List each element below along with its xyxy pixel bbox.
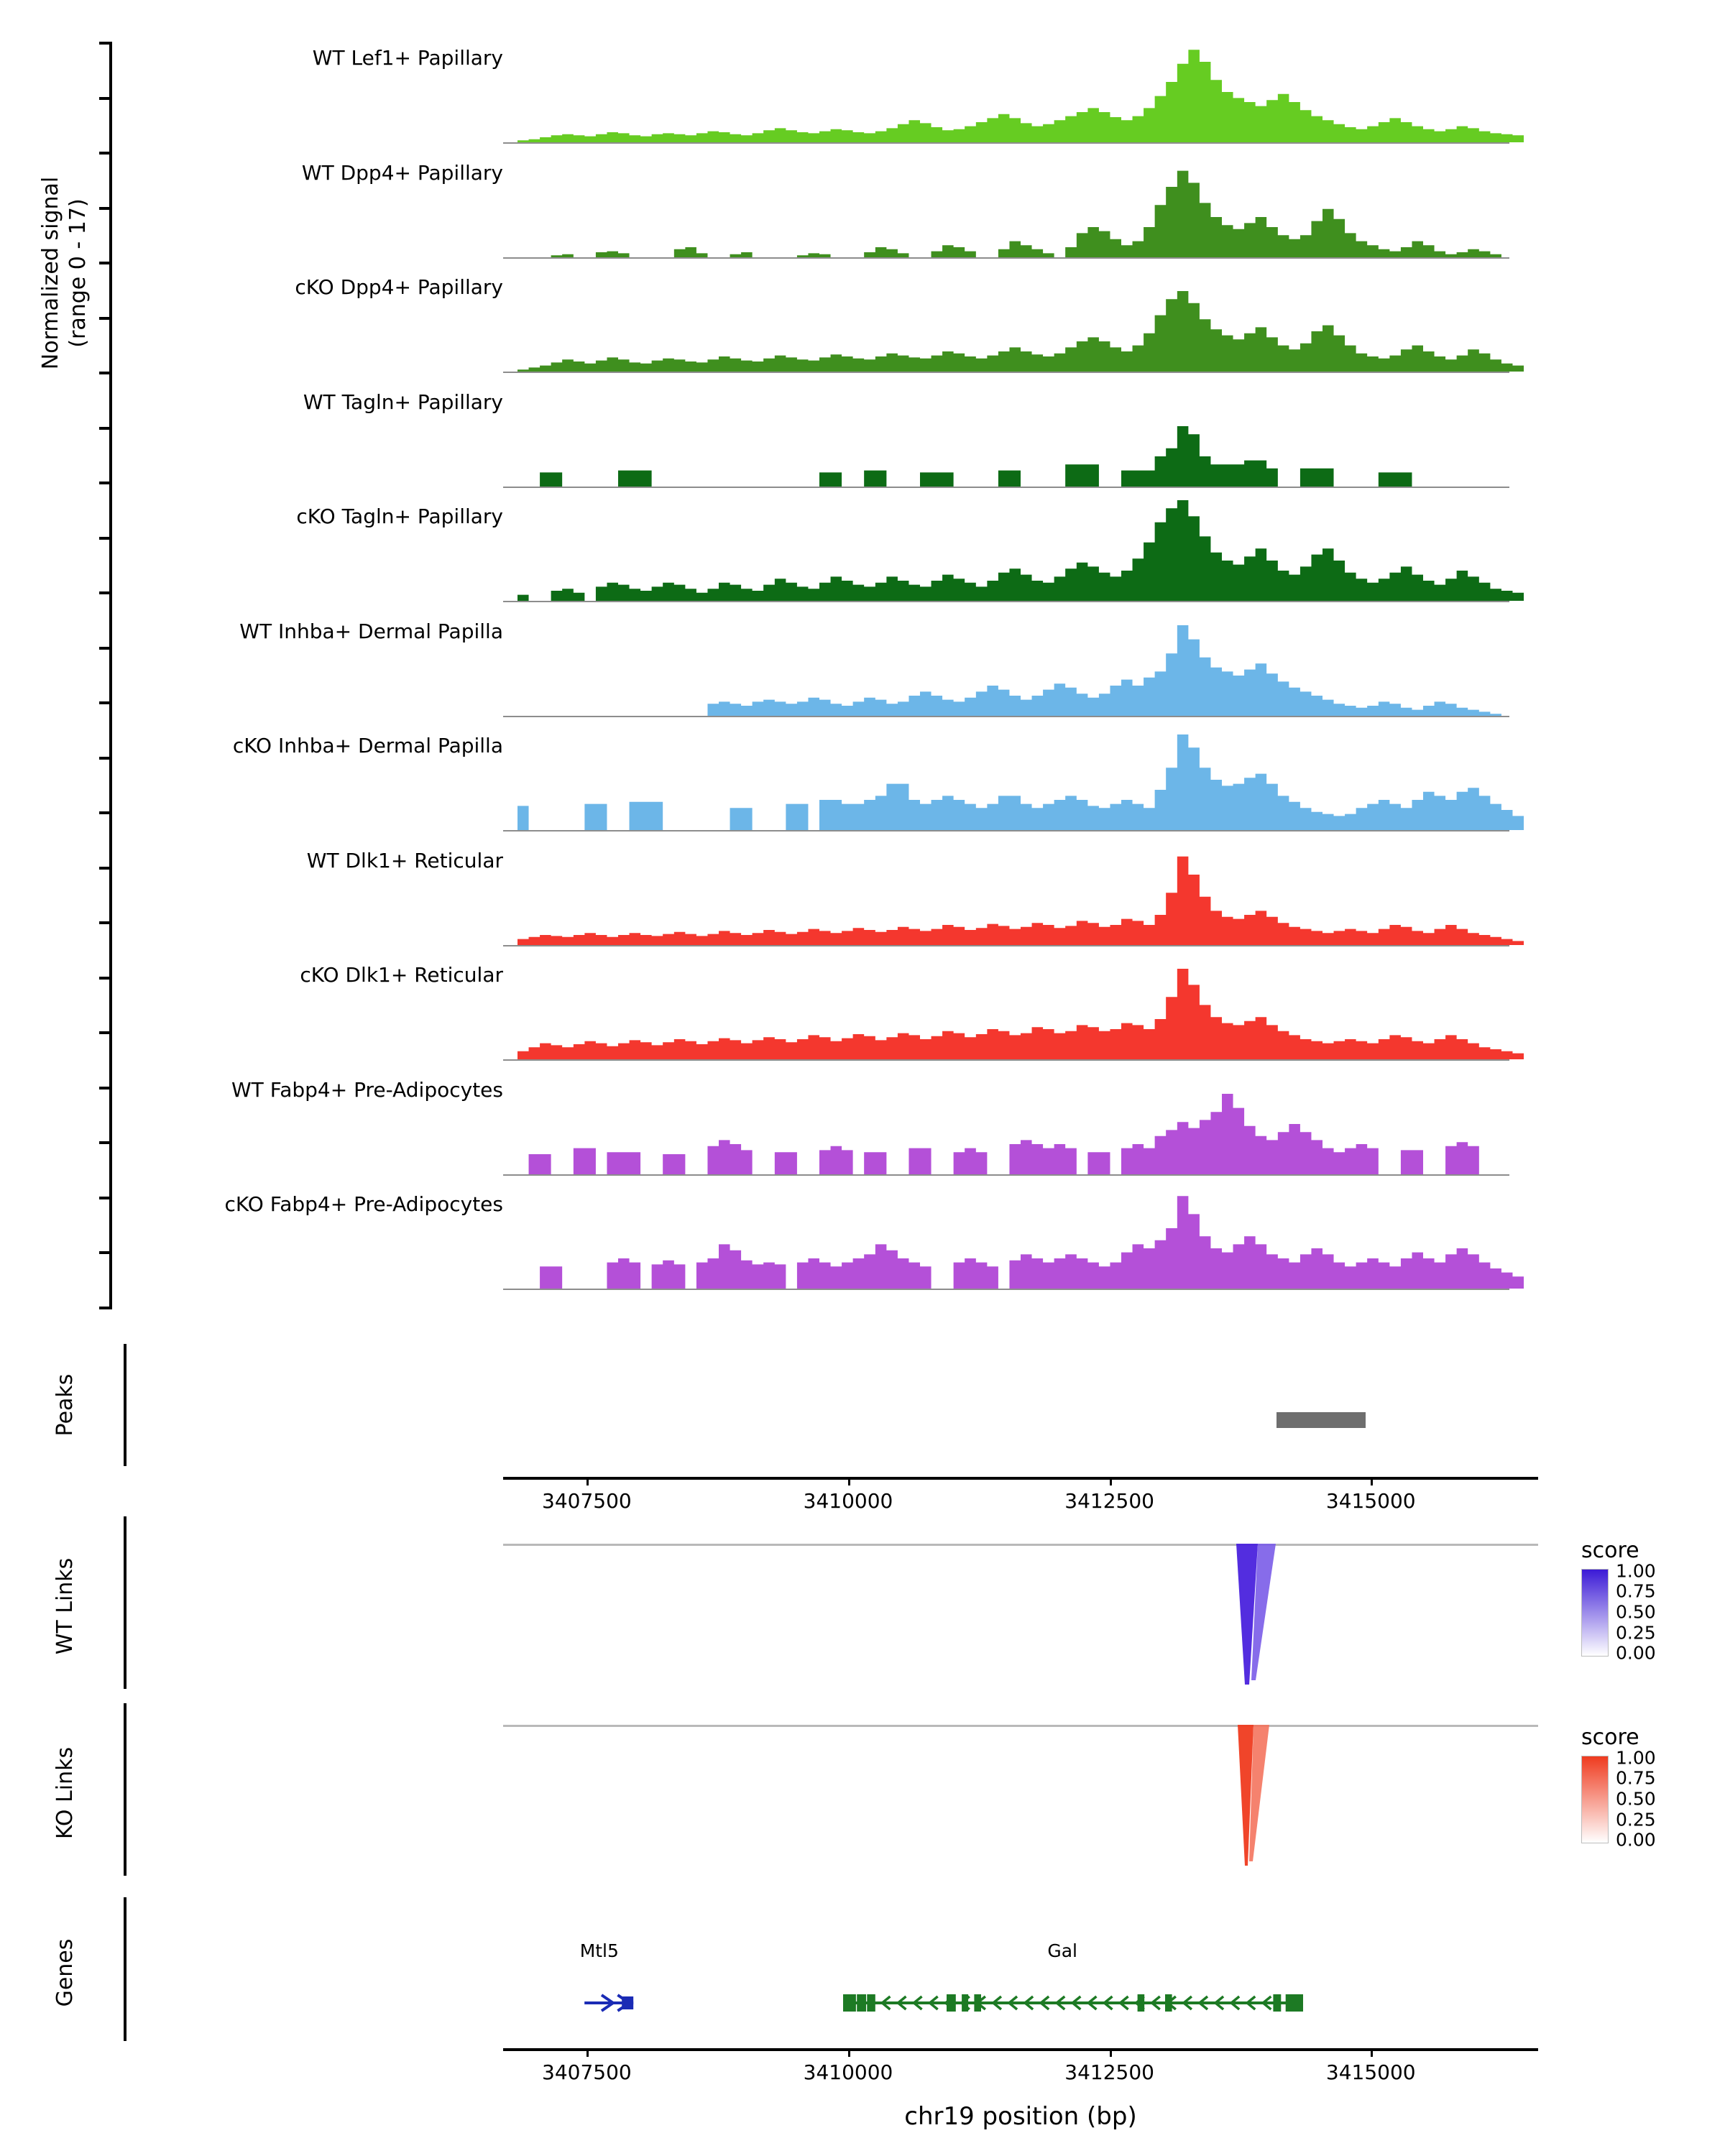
peaks-x-tick-label: 3410000: [803, 1489, 893, 1513]
signal-track-area: [518, 157, 1524, 257]
genes-x-tick: [1371, 2048, 1373, 2057]
wt-links-score-legend: [1581, 1538, 1725, 1664]
wt-legend-title: score: [1581, 1538, 1639, 1563]
signal-track-label: cKO Tagln+ Papillary: [296, 505, 503, 528]
signal-track-label: WT Lef1+ Papillary: [312, 46, 503, 70]
signal-track: [115, 1074, 1596, 1178]
signal-track-label: cKO Dlk1+ Reticular: [300, 963, 503, 987]
peaks-x-tick: [1110, 1477, 1112, 1485]
ko-legend-tick-3: 0.25: [1616, 1809, 1656, 1830]
genes-x-axis-line: [503, 2048, 1538, 2051]
signal-track-baseline: [503, 716, 1509, 717]
signal-track: [115, 157, 1596, 261]
ko-legend-tick-0: 1.00: [1616, 1747, 1656, 1769]
gene-label: Gal: [1047, 1940, 1077, 1961]
signal-track-baseline: [503, 1174, 1509, 1176]
signal-track: [115, 500, 1596, 604]
signal-track-area: [518, 1074, 1524, 1174]
signal-track: [115, 386, 1596, 490]
signal-axis-tick: [99, 262, 112, 264]
signal-track-baseline: [503, 1059, 1509, 1061]
signal-axis-tick: [99, 1197, 112, 1199]
signal-axis-tick: [99, 867, 112, 870]
peaks-x-tick-label: 3407500: [542, 1489, 632, 1513]
signal-track-label: WT Dpp4+ Papillary: [301, 160, 503, 185]
ko-legend-tick-2: 0.50: [1616, 1788, 1656, 1810]
signal-axis-tick: [99, 1031, 112, 1034]
genes-x-tick: [1110, 2048, 1112, 2057]
genes-x-tick-label: 3415000: [1325, 2060, 1416, 2084]
signal-axis-tick: [99, 811, 112, 814]
wt-legend-tick-4: 0.00: [1616, 1642, 1656, 1664]
wt-legend-colorbar: [1581, 1569, 1609, 1657]
signal-track-baseline: [503, 1289, 1509, 1290]
wt-legend-tick-1: 0.75: [1616, 1580, 1656, 1602]
wt-links-panel-label: WT Links: [52, 1557, 78, 1655]
signal-axis-tick: [99, 427, 112, 430]
genes-x-tick-label: 3407500: [542, 2060, 632, 2084]
ko-legend-title: score: [1581, 1725, 1639, 1750]
genes-x-tick: [586, 2048, 589, 2057]
signal-track-area: [518, 959, 1524, 1059]
genes-x-tick-label: 3410000: [803, 2060, 893, 2084]
gene-model: [843, 1991, 1303, 2015]
signal-axis-tick: [99, 372, 112, 374]
signal-track-area: [518, 1188, 1524, 1289]
wt-links-panel-spine: [124, 1516, 126, 1689]
peaks-x-tick: [586, 1477, 589, 1485]
signal-track: [115, 615, 1596, 719]
gene-model: [584, 1991, 633, 2015]
signal-track-label: WT Inhba+ Dermal Papilla: [239, 619, 503, 643]
ko-links-arcs: [503, 1725, 1538, 1869]
ko-legend-tick-1: 0.75: [1616, 1767, 1656, 1789]
signal-track: [115, 844, 1596, 949]
signal-track-label: cKO Dpp4+ Papillary: [295, 275, 503, 299]
wt-legend-tick-0: 1.00: [1616, 1560, 1656, 1582]
signal-track-baseline: [503, 830, 1509, 831]
signal-axis-tick: [99, 317, 112, 320]
signal-panel-spine: [109, 43, 112, 1308]
peak-region: [1276, 1412, 1366, 1428]
genes-panel-label: Genes: [52, 1938, 78, 2007]
signal-track: [115, 42, 1596, 146]
ko-links-panel-label: KO Links: [52, 1746, 78, 1840]
signal-track-label: WT Tagln+ Papillary: [303, 390, 503, 414]
signal-axis-tick: [99, 207, 112, 210]
signal-axis-tick: [99, 647, 112, 650]
signal-axis-tick: [99, 152, 112, 155]
peaks-x-tick-label: 3415000: [1325, 1489, 1416, 1513]
signal-track-label: WT Dlk1+ Reticular: [306, 848, 503, 872]
signal-track: [115, 729, 1596, 834]
peaks-x-tick-label: 3412500: [1064, 1489, 1154, 1513]
wt-legend-ticks: [1616, 1560, 1702, 1664]
signal-track-area: [518, 500, 1524, 601]
signal-track: [115, 1188, 1596, 1292]
signal-axis-tick: [99, 1141, 112, 1144]
y-axis-label-line1: Normalized signal: [38, 176, 63, 370]
signal-track-area: [518, 386, 1524, 487]
signal-axis-tick: [99, 977, 112, 980]
wt-links-arcs: [503, 1544, 1538, 1687]
signal-axis-tick: [99, 1087, 112, 1089]
peaks-x-tick: [848, 1477, 850, 1485]
wt-legend-tick-3: 0.25: [1616, 1622, 1656, 1644]
ko-legend-colorbar: [1581, 1756, 1609, 1843]
signal-track-baseline: [503, 487, 1509, 488]
signal-axis-tick: [99, 42, 112, 45]
y-axis-label: [36, 115, 93, 431]
signal-track-baseline: [503, 601, 1509, 602]
x-axis-title: chr19 position (bp): [904, 2102, 1137, 2131]
signal-track: [115, 271, 1596, 375]
signal-track-area: [518, 615, 1524, 716]
signal-axis-tick: [99, 537, 112, 540]
signal-axis-tick: [99, 97, 112, 100]
ko-legend-ticks: [1616, 1747, 1702, 1851]
genes-x-tick: [848, 2048, 850, 2057]
signal-track-baseline: [503, 142, 1509, 144]
signal-axis-tick: [99, 757, 112, 760]
signal-track-area: [518, 271, 1524, 372]
signal-axis-tick: [99, 591, 112, 594]
signal-track-baseline: [503, 257, 1509, 259]
signal-track-baseline: [503, 945, 1509, 946]
signal-track-area: [518, 729, 1524, 830]
signal-axis-tick: [99, 921, 112, 924]
signal-track-area: [518, 42, 1524, 142]
peaks-x-tick: [1371, 1477, 1373, 1485]
signal-axis-tick: [99, 1307, 112, 1309]
signal-track-baseline: [503, 372, 1509, 373]
signal-track-label: cKO Fabp4+ Pre-Adipocytes: [224, 1192, 503, 1216]
signal-track-label: WT Fabp4+ Pre-Adipocytes: [231, 1077, 503, 1102]
peaks-panel-label: Peaks: [52, 1373, 78, 1437]
ko-links-panel-spine: [124, 1703, 126, 1876]
ko-links-score-legend: [1581, 1725, 1725, 1851]
peaks-panel-spine: [124, 1344, 126, 1466]
ko-legend-tick-4: 0.00: [1616, 1829, 1656, 1851]
wt-legend-tick-2: 0.50: [1616, 1601, 1656, 1623]
signal-track: [115, 959, 1596, 1063]
signal-track-area: [518, 844, 1524, 945]
gene-label: Mtl5: [579, 1940, 619, 1961]
y-axis-label-line2: (range 0 - 17): [65, 198, 91, 348]
peaks-x-axis-line: [503, 1477, 1538, 1480]
signal-axis-tick: [99, 701, 112, 704]
signal-track-label: cKO Inhba+ Dermal Papilla: [232, 734, 503, 757]
signal-axis-tick: [99, 482, 112, 484]
genes-x-tick-label: 3412500: [1064, 2060, 1154, 2084]
signal-axis-tick: [99, 1251, 112, 1254]
genes-panel-spine: [124, 1897, 126, 2041]
